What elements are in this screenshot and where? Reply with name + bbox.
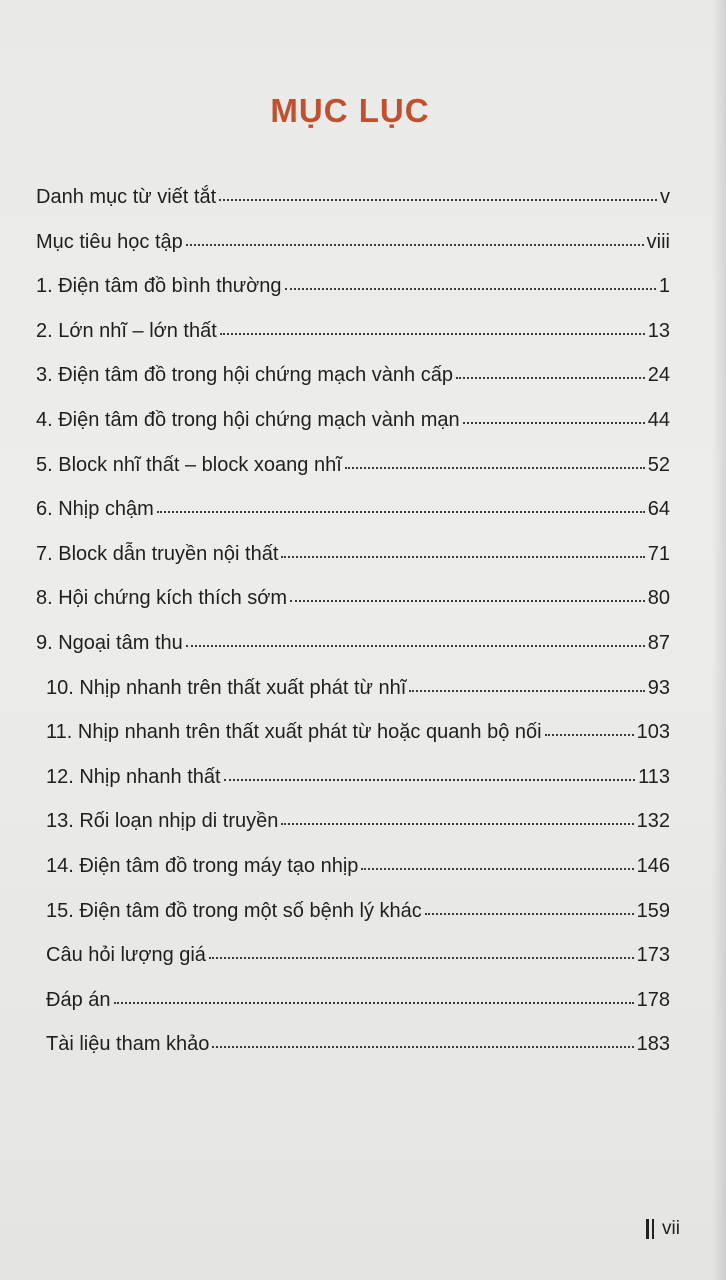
toc-entry-label: 2. Lớn nhĩ – lớn thất <box>36 319 217 342</box>
toc-entry-page: v <box>660 186 670 208</box>
toc-entry <box>36 490 670 535</box>
toc-entry <box>36 713 670 758</box>
page-folio <box>646 1218 680 1240</box>
toc-entry-page: viii <box>646 230 670 253</box>
toc-entry-page: 13 <box>647 319 670 342</box>
toc-entry <box>36 936 670 981</box>
dot-leader <box>456 375 645 379</box>
dot-leader <box>186 643 645 647</box>
toc-entry-page: 132 <box>636 810 670 833</box>
toc-entry-page: 52 <box>647 453 670 476</box>
toc-entry-label: 11. Nhịp nhanh trên thất xuất phát từ hoặc quanh bộ nối <box>46 721 542 744</box>
toc-entry-page: 146 <box>636 854 670 877</box>
toc-entry-label: Câu hỏi lượng giá <box>46 944 206 967</box>
toc-entry-page: 64 <box>647 498 670 521</box>
dot-leader <box>212 1044 633 1048</box>
toc-entry-label: 4. Điện tâm đồ trong hội chứng mạch vành mạn <box>36 408 460 431</box>
dot-leader <box>114 1000 634 1004</box>
toc-entry-label: Đáp án <box>46 988 111 1011</box>
toc-entry-page: 178 <box>636 988 670 1011</box>
toc-entry-label: 7. Block dẫn truyền nội thất <box>36 542 279 565</box>
toc-entry-page: 1 <box>658 275 670 298</box>
dot-leader <box>219 197 657 201</box>
toc-entry <box>36 847 670 892</box>
toc-entry-label: 14. Điện tâm đồ trong máy tạo nhịp <box>46 854 359 877</box>
dot-leader <box>186 242 644 246</box>
toc-entry-label: 9. Ngoại tâm thu <box>36 631 183 654</box>
toc-entry <box>36 624 670 669</box>
toc-entry-page: 24 <box>647 364 670 387</box>
toc-entry-label: 10. Nhịp nhanh trên thất xuất phát từ nhĩ <box>46 676 407 699</box>
toc-entry <box>36 1025 670 1070</box>
toc-entry-page: 113 <box>638 765 670 788</box>
toc-entry <box>36 446 670 491</box>
toc-entry <box>36 223 670 268</box>
toc-entry <box>36 356 670 401</box>
toc-entry-page: 103 <box>636 721 670 744</box>
toc-entry-label: 15. Điện tâm đồ trong một số bệnh lý khác <box>46 899 422 922</box>
dot-leader <box>281 554 644 558</box>
dot-leader <box>220 331 645 335</box>
toc-entry-label: 1. Điện tâm đồ bình thường <box>36 275 282 298</box>
toc-entry <box>36 535 670 580</box>
toc-entry-label: Danh mục từ viết tắt <box>36 186 217 208</box>
toc-entry-label: 5. Block nhĩ thất – block xoang nhĩ <box>36 453 342 476</box>
toc-entry <box>36 669 670 714</box>
toc-entry <box>36 892 670 937</box>
toc-entry-label: 8. Hội chứng kích thích sớm <box>36 587 288 610</box>
toc-entry <box>36 758 670 803</box>
dot-leader <box>285 286 656 290</box>
dot-leader <box>361 866 633 870</box>
dot-leader <box>345 465 645 469</box>
toc-entry-label: Mục tiêu học tập <box>36 230 183 253</box>
dot-leader <box>290 598 645 602</box>
toc-entry-page: 71 <box>647 542 670 565</box>
toc-entry-page: 159 <box>636 899 670 922</box>
dot-leader <box>463 420 645 424</box>
dot-leader <box>209 955 634 959</box>
toc-entry <box>36 579 670 624</box>
toc-entry <box>36 312 670 357</box>
dot-leader <box>157 509 645 513</box>
toc-entry-page: 80 <box>647 587 670 610</box>
toc-entry-label: 6. Nhịp chậm <box>36 498 154 521</box>
toc-entry-page: 44 <box>647 408 670 431</box>
dot-leader <box>409 688 644 692</box>
toc-entry-label: 3. Điện tâm đồ trong hội chứng mạch vành cấp <box>36 364 453 387</box>
toc-entry <box>36 178 670 223</box>
toc-entry-label: 12. Nhịp nhanh thất <box>46 765 221 788</box>
toc-entry-page: 93 <box>647 676 670 699</box>
toc-entry <box>36 802 670 847</box>
toc-entry <box>36 981 670 1026</box>
toc-entry-page: 183 <box>636 1033 670 1056</box>
page-number: vii <box>662 1218 680 1239</box>
table-of-contents <box>36 178 670 1070</box>
folio-bars-icon <box>646 1219 654 1239</box>
toc-entry <box>36 401 670 446</box>
toc-entry-page: 87 <box>647 631 670 654</box>
toc-entry-label: Tài liệu tham khảo <box>46 1033 210 1056</box>
dot-leader <box>281 821 633 825</box>
toc-entry <box>36 267 670 312</box>
toc-entry-page: 173 <box>636 944 670 967</box>
page-title: MỤC LỤC <box>270 92 430 129</box>
toc-entry-label: 13. Rối loạn nhịp di truyền <box>46 810 279 833</box>
dot-leader <box>545 732 634 736</box>
dot-leader <box>224 777 636 781</box>
dot-leader <box>425 911 634 915</box>
